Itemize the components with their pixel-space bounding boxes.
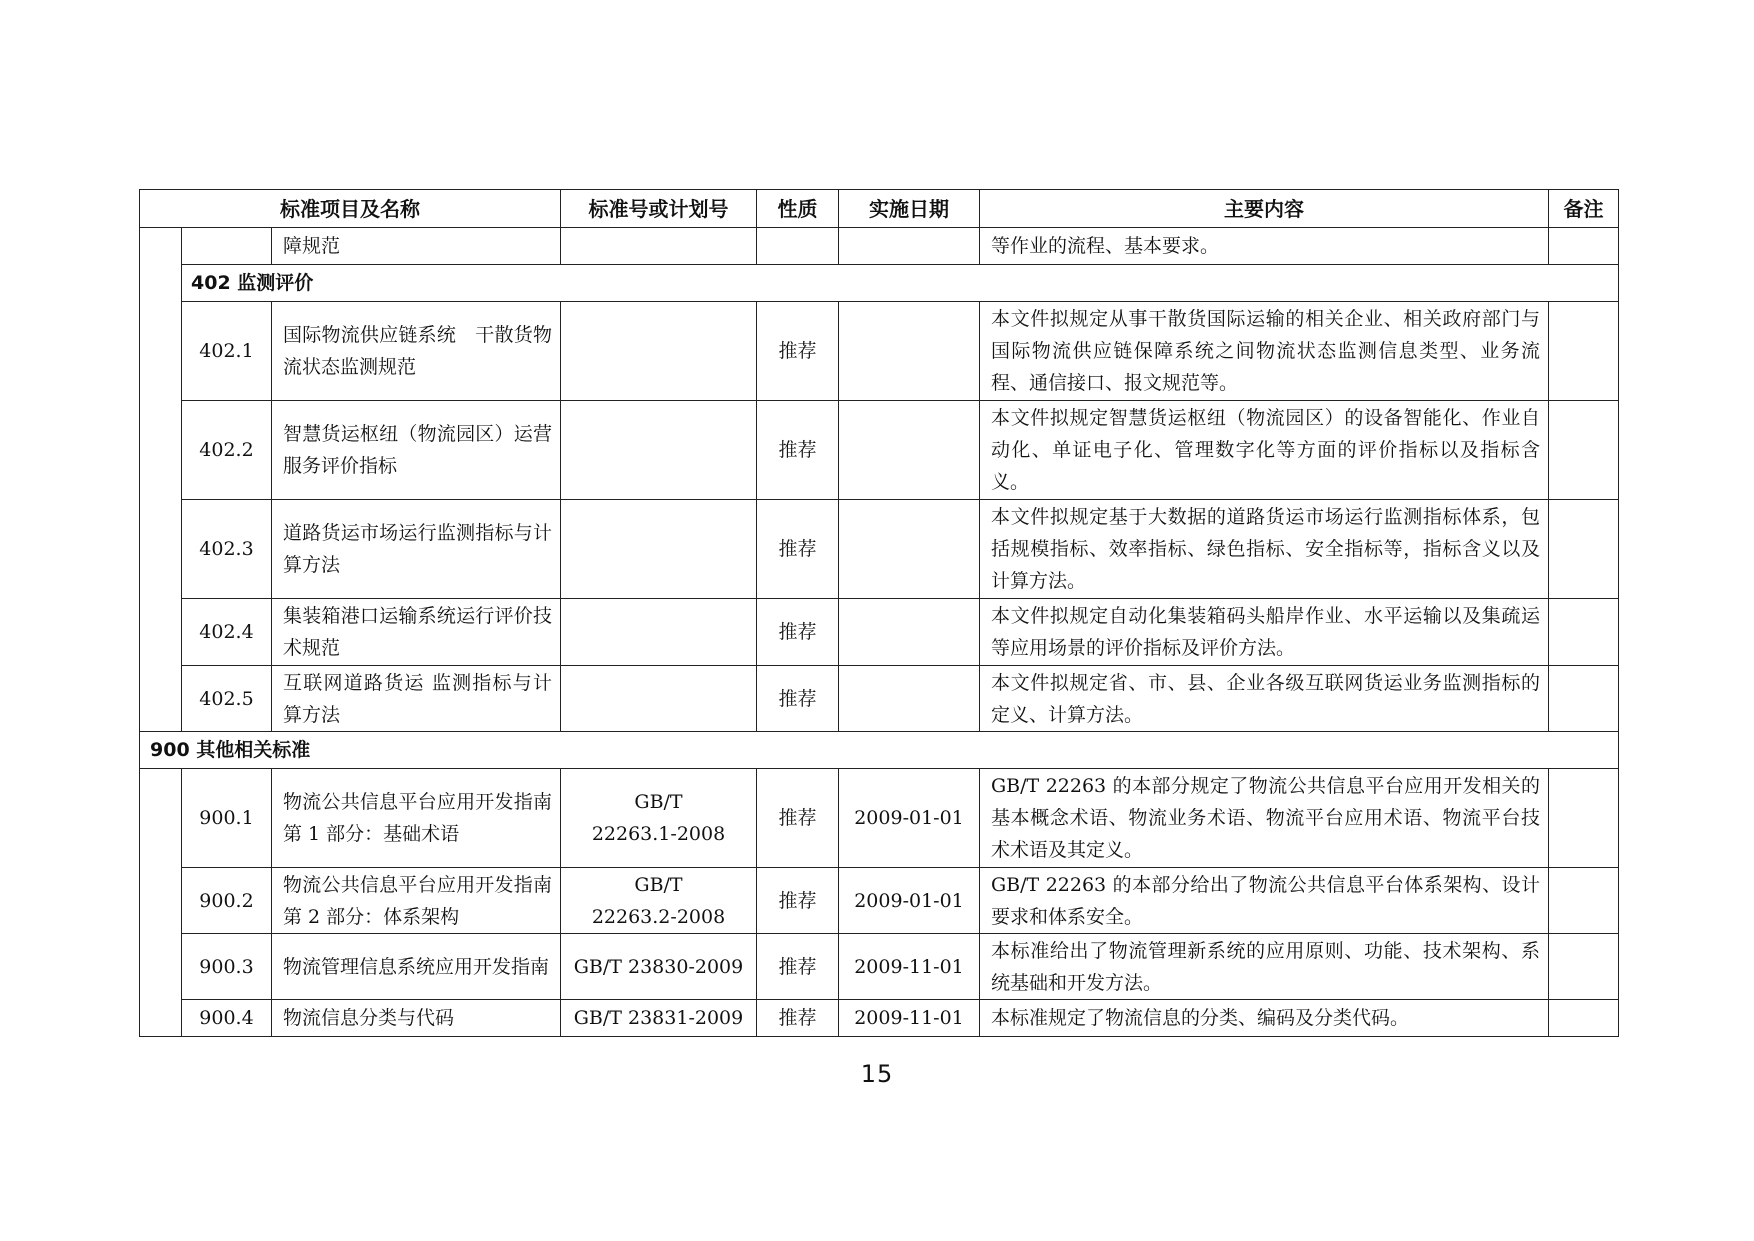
std-no-cell [561, 666, 757, 732]
name-cell: 道路货运市场运行监测指标与计算方法 [272, 500, 561, 599]
name-cell: 障规范 [272, 228, 561, 265]
content-cell: 本文件拟规定省、市、县、企业各级互联网货运业务监测指标的定义、计算方法。 [980, 666, 1549, 732]
table-row [140, 228, 1619, 265]
section-title: 900 其他相关标准 [140, 732, 1619, 769]
std-no-cell [561, 401, 757, 500]
remark-cell [1549, 599, 1619, 666]
page-number: 15 [860, 1060, 894, 1088]
header-remark: 备注 [1549, 190, 1619, 228]
name-cell: 物流管理信息系统应用开发指南 [272, 934, 561, 1000]
nature-cell: 推荐 [757, 599, 839, 666]
remark-cell [1549, 1000, 1619, 1037]
name-cell: 集装箱港口运输系统运行评价技术规范 [272, 599, 561, 666]
number-cell: 402.5 [182, 666, 272, 732]
nature-cell: 推荐 [757, 769, 839, 868]
content-cell: GB/T 22263 的本部分规定了物流公共信息平台应用开发相关的基本概念术语、物流业务术语、物流平台应用术语、物流平台技术术语及其定义。 [980, 769, 1549, 868]
std-no-cell [561, 228, 757, 265]
std-no-line: 22263.1-2008 [591, 823, 726, 845]
date-cell [839, 500, 980, 599]
nature-cell: 推荐 [757, 868, 839, 934]
std-no-cell [561, 868, 757, 934]
header-nature: 性质 [757, 190, 839, 228]
content-cell: 本文件拟规定基于大数据的道路货运市场运行监测指标体系，包括规模指标、效率指标、绿色指标、安全指标等，指标含义以及计算方法。 [980, 500, 1549, 599]
date-cell: 2009-01-01 [839, 769, 980, 868]
std-no-cell: GB/T 23831-2009 [561, 1000, 757, 1037]
section-title: 402 监测评价 [182, 265, 1619, 302]
table-row [140, 1000, 1619, 1037]
remark-cell [1549, 666, 1619, 732]
header-row [140, 190, 1619, 228]
date-cell: 2009-01-01 [839, 868, 980, 934]
name-cell: 物流信息分类与代码 [272, 1000, 561, 1037]
nature-cell: 推荐 [757, 401, 839, 500]
remark-cell [1549, 868, 1619, 934]
remark-cell [1549, 769, 1619, 868]
remark-cell [1549, 500, 1619, 599]
content-cell: 等作业的流程、基本要求。 [980, 228, 1549, 265]
nature-cell: 推荐 [757, 934, 839, 1000]
content-cell: 本文件拟规定自动化集装箱码头船岸作业、水平运输以及集疏运等应用场景的评价指标及评价方法。 [980, 599, 1549, 666]
number-cell: 900.4 [182, 1000, 272, 1037]
date-cell [839, 401, 980, 500]
table-row [140, 401, 1619, 500]
name-cell: 互联网道路货运 监测指标与计算方法 [272, 666, 561, 732]
content-cell: GB/T 22263 的本部分给出了物流公共信息平台体系架构、设计要求和体系安全。 [980, 868, 1549, 934]
remark-cell [1549, 228, 1619, 265]
header-std-no: 标准号或计划号 [561, 190, 757, 228]
number-cell: 900.2 [182, 868, 272, 934]
table-row [140, 500, 1619, 599]
table-row [140, 302, 1619, 401]
header-item: 标准项目及名称 [140, 190, 561, 228]
nature-cell: 推荐 [757, 500, 839, 599]
nature-cell: 推荐 [757, 666, 839, 732]
std-no-cell [561, 599, 757, 666]
content-cell: 本标准规定了物流信息的分类、编码及分类代码。 [980, 1000, 1549, 1037]
number-cell: 402.3 [182, 500, 272, 599]
section-row [140, 265, 1619, 302]
header-date: 实施日期 [839, 190, 980, 228]
remark-cell [1549, 934, 1619, 1000]
date-cell [839, 302, 980, 401]
date-cell [839, 599, 980, 666]
remark-cell [1549, 401, 1619, 500]
table-row [140, 666, 1619, 732]
name-cell: 物流公共信息平台应用开发指南 第 1 部分：基础术语 [272, 769, 561, 868]
content-cell: 本文件拟规定智慧货运枢纽（物流园区）的设备智能化、作业自动化、单证电子化、管理数字化等方面的评价指标以及指标含义。 [980, 401, 1549, 500]
number-cell: 402.1 [182, 302, 272, 401]
std-no-cell: GB/T 23830-2009 [561, 934, 757, 1000]
content-cell: 本文件拟规定从事干散货国际运输的相关企业、相关政府部门与国际物流供应链保障系统之间物流状态监测信息类型、业务流程、通信接口、报文规范等。 [980, 302, 1549, 401]
std-no-line: GB/T [634, 791, 683, 813]
std-no-cell [561, 769, 757, 868]
header-content: 主要内容 [980, 190, 1549, 228]
standards-table [139, 189, 1619, 1037]
name-cell: 智慧货运枢纽（物流园区）运营服务评价指标 [272, 401, 561, 500]
date-cell [839, 228, 980, 265]
nature-cell: 推荐 [757, 302, 839, 401]
table-row [140, 769, 1619, 868]
section-row [140, 732, 1619, 769]
date-cell [839, 666, 980, 732]
table-row [140, 934, 1619, 1000]
name-cell: 物流公共信息平台应用开发指南 第 2 部分：体系架构 [272, 868, 561, 934]
remark-cell [1549, 302, 1619, 401]
std-no-cell [561, 302, 757, 401]
table-row [140, 599, 1619, 666]
number-cell: 402.2 [182, 401, 272, 500]
date-cell: 2009-11-01 [839, 1000, 980, 1037]
std-no-line: 22263.2-2008 [591, 905, 726, 928]
indent-cell [140, 769, 182, 1037]
date-cell: 2009-11-01 [839, 934, 980, 1000]
std-no-cell [561, 500, 757, 599]
std-no-line: GB/T [634, 873, 683, 896]
content-cell: 本标准给出了物流管理新系统的应用原则、功能、技术架构、系统基础和开发方法。 [980, 934, 1549, 1000]
table-row [140, 868, 1619, 934]
indent-cell [140, 228, 182, 732]
number-cell [182, 228, 272, 265]
number-cell: 402.4 [182, 599, 272, 666]
number-cell: 900.3 [182, 934, 272, 1000]
name-cell: 国际物流供应链系统 干散货物流状态监测规范 [272, 302, 561, 401]
nature-cell: 推荐 [757, 1000, 839, 1037]
number-cell: 900.1 [182, 769, 272, 868]
nature-cell [757, 228, 839, 265]
